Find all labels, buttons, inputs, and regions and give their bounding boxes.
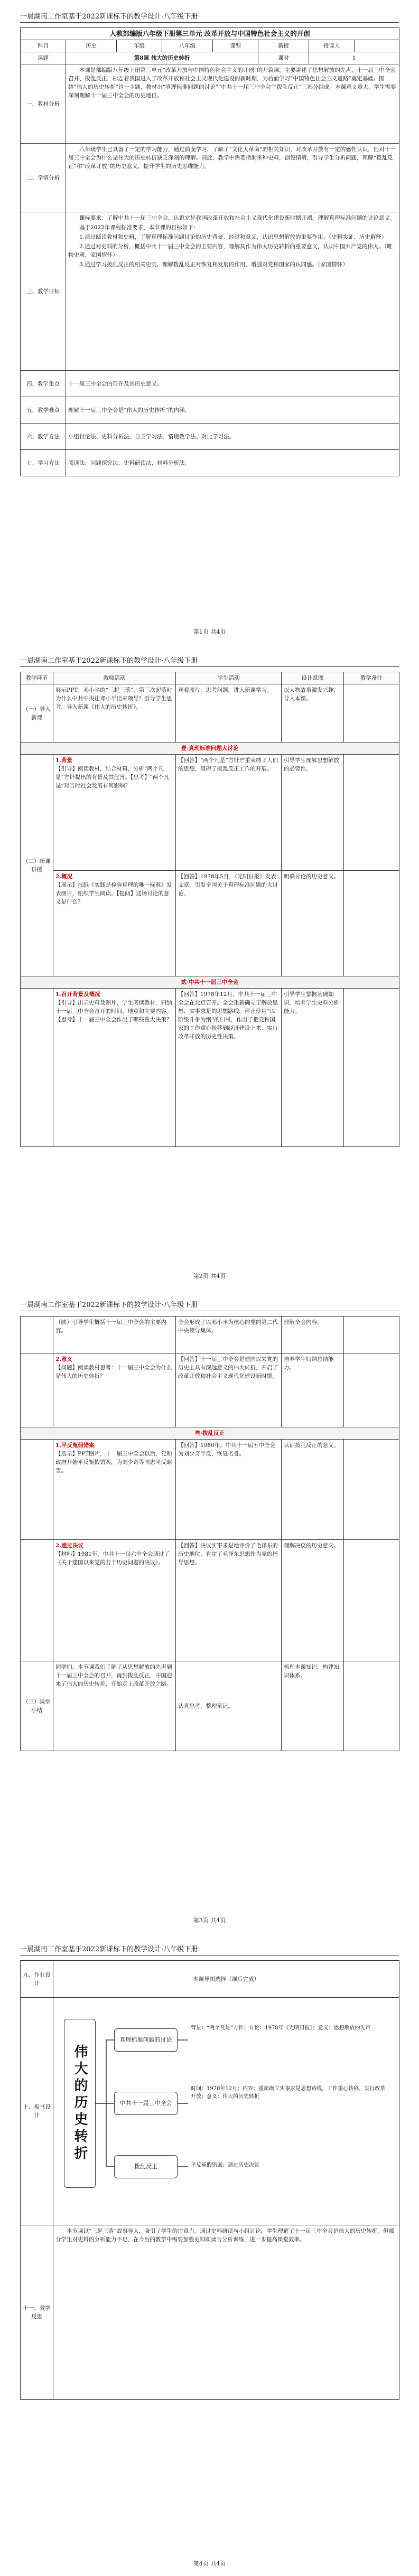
student-activity: 【回答】十一届三中全会是建国以来党的历史上具有深远意义的伟大转折，开启了改革开放和社会主义现代化建设新时期。: [176, 1353, 282, 1427]
teacher-activity: 展示PPT：邓小平的“三起三落”，第三次起落时为什么中共中央让邓小平出来领导？引导学生思考，导入新课《伟大的历史转折》。: [53, 684, 176, 742]
remark-cell: [344, 1540, 399, 1661]
key-text: 十一届三中全会的召开及其历史意义。: [66, 371, 399, 397]
info-label: 年级: [117, 40, 162, 52]
remark-cell: [344, 684, 399, 742]
section-label: 十、板书设计: [21, 1998, 53, 2225]
design-intent: 引导学生掌握基础知识，培养学生史料分析能力。: [282, 989, 344, 1147]
info-value: 新授: [258, 40, 309, 52]
page-4: [0, 1933, 419, 2576]
design-intent: 认识拨乱反正的意义。: [282, 1440, 344, 1540]
remark-cell: [344, 871, 399, 976]
board-note: 背景：“两个凡是”方针；讨论：1978年《光明日报》；意义：思想解放的先声: [191, 2025, 371, 2031]
student-activity: 全会形成了以邓小平为核心的党的第二代中央领导集体。: [176, 1317, 282, 1353]
stage-label: （二）新课讲授: [21, 755, 53, 976]
board-item: 真理标准问题的讨论: [114, 2028, 178, 2052]
teacher-activity: 【展示】PPT图片，十一届三中全会以后，党和政府开始平反冤假错案，为刘少奇等同志平反昭雪。: [55, 1451, 172, 1474]
stage-label-empty: [21, 989, 53, 1147]
board-item: 中共十一届三中全会: [114, 2092, 178, 2115]
info-value: 历史: [66, 40, 117, 52]
board-note: 时间：1978年12月；内容：重新确立实事求是思想路线，工作重心转移，实行改革开放；意义：伟大的历史转折: [191, 2086, 386, 2100]
block-title: 2.意义: [55, 1356, 72, 1362]
lesson-name: 第8课 伟大的历史转折: [66, 52, 258, 64]
remark-cell: [344, 1353, 399, 1427]
student-activity: 【回答】“两个凡是”方针严重束缚了人们的思想，阻碍了拨乱反正工作的开展。: [176, 755, 282, 871]
design-intent: 明确讨论的历史意义。: [282, 871, 344, 976]
page-3: [0, 1289, 419, 1933]
lesson-period: 1: [309, 52, 399, 64]
stage-label-empty: [21, 1353, 53, 1427]
info-label: 科目: [21, 40, 66, 52]
block-title: 2.通过决议: [55, 1543, 83, 1549]
col-head: 学生活动: [176, 672, 282, 684]
page-header: 一晨湖南工作室基于2022新课标下的教学设计·八年级下册: [20, 1299, 399, 1311]
design-intent: 梳理本课知识，构建知识体系。: [282, 1661, 344, 1751]
student-activity: 【回答】1978年12月，中共十一届三中全会在北京召开。全会重新确立了解放思想、实事求是的思想路线，停止使用“以阶级斗争为纲”的口号，作出了把党和国家的工作重心转移到经济建设上来、实行改革开放的历史性决策。: [176, 989, 282, 1147]
teacher-activity: （续）引导学生概括十一届三中全会的主要内容。: [53, 1317, 176, 1353]
reflect-text: 本节课以“三起三落”故事导入，吸引了学生的注意力。通过史料研读与小组讨论，学生理解了十一届三中全会是伟大的历史转折。但部分学生对史料的分析能力不足，在今后的教学中需要加强史料阅读与分析训练，进一步提高课堂效率。: [55, 2228, 394, 2243]
remark-cell: [344, 989, 399, 1147]
section-label: 一、教材分析: [21, 64, 66, 144]
section-heading: 贰·中共十一届三中全会: [21, 976, 399, 989]
col-head: 教学备注: [344, 672, 399, 684]
student-text: 八年级学生已具备了一定的学习能力，通过前面学习，了解了“文化大革命”的相关知识，对改革开放有一定的感性认识，但对十一届三中全会为什么是伟大的历史转折缺乏深刻的理解。因此，教学中需要借助多种史料，创设情境，引导学生分析问题，理解“拨乱反正”和“改革开放”的历史意义，提升学生的历史思维能力。: [68, 146, 396, 170]
stage-label: （三）课堂小结: [21, 1661, 53, 1751]
section-label: 十一、教学反思: [21, 2225, 53, 2400]
teacher-activity: 同学们，本节课我们了解了从思想解放的先声到十一届三中全会的召开，再到拨乱反正，中国迎来了伟大的历史转折，开始走上改革开放之路。: [53, 1661, 176, 1751]
info-label: 授课人: [309, 40, 355, 52]
page-footer: 第2页 共4页: [193, 1273, 226, 1280]
col-head: 教学环节: [21, 672, 53, 684]
goal-item: 2.通过对史料的分析，概括中共十一届三中全会的主要内容，理解其作为伟大历史转折的重要意义，认识中国共产党的伟大。（唯物史观、家国情怀）: [68, 243, 393, 258]
page-header: 一晨湖南工作室基于2022新课标下的教学设计·八年级下册: [20, 1943, 399, 1955]
design-table: [20, 1960, 399, 2400]
teacher-activity: 【材料】1981年，中共十一届六中全会通过了《关于建国以来党的若干历史问题的决议》。: [55, 1551, 170, 1566]
col-head: 设计意图: [282, 672, 344, 684]
goal-sub: 基于2022年课程标准要求，本节课的目标如下：: [79, 224, 199, 231]
board-title: 伟大的历史转折: [64, 2019, 96, 2188]
teaching-process-table-cont: [20, 1316, 399, 1751]
teacher-activity: 【问题】阅读教材思考：十一届三中全会为什么是伟大的历史转折？: [55, 1365, 172, 1379]
section-label: 五、教学难点: [21, 397, 66, 424]
learn-text: 阅读法、问题探究法、史料研读法、材料分析法。: [66, 450, 399, 476]
analysis-text: 本课是部编版八年级下册第三单元“改革开放与中国特色社会主义的开创”的开篇课，主要讲述了思想解放的先声、十一届三中全会召开、拨乱反正，标志着我国进入了改革开放和社会主义现代化建设的新时期，为后面学习“中国特色社会主义道路”奠定基础。围绕“伟大的历史转折”这一主题，教材由“真理标准问题的讨论”“中共十一届三中全会”“拨乱反正”三部分组成。本课意义重大，学生需要深刻理解十一届三中全会的历史地位。: [68, 67, 396, 99]
info-value-empty: [355, 40, 399, 52]
section-label: 三、教学目标: [21, 212, 66, 371]
teaching-process-table: [20, 672, 399, 1147]
section-label: 七、学习方法: [21, 450, 66, 476]
block-title: 1.背景: [55, 757, 72, 764]
student-activity: 【回答】1980年，中共十一届五中全会为刘少奇平反，恢复名誉。: [176, 1440, 282, 1540]
page-footer: 第4页 共4页: [193, 2560, 226, 2567]
goal-item: 3.通过学习拨乱反正的相关史实，理解拨乱反正对恢复和发展的作用，增强对党和国家的认同感。（家国情怀）: [79, 261, 348, 268]
lesson-title: 人教部编版八年级下册第三单元 改革开放与中国特色社会主义的开创: [21, 28, 399, 40]
section-heading: 壹·真理标准问题大讨论: [21, 742, 399, 755]
block-title: 2.概况: [55, 873, 72, 880]
block-title: 1.召开背景及概况: [55, 991, 100, 998]
method-text: 小组讨论法、史料分析法、自主学习法、情境教学法、对比学习法。: [66, 424, 399, 450]
goal-item: 1.通过阅读教材和史料，了解真理标准问题讨论的历史背景、经过和意义，认识思想解放的重要作用。（史料实证、历史解释）: [79, 234, 387, 240]
board-note: 平反冤假错案；通过历史决议: [191, 2163, 259, 2168]
remark-cell: [344, 1661, 399, 1751]
section-label: 二、学情分析: [21, 144, 66, 212]
stage-label: （一）导入新课: [21, 684, 53, 742]
page-header: 一晨湖南工作室基于2022新课标下的教学设计·八年级下册: [20, 655, 399, 667]
stage-label-empty: [21, 1540, 53, 1661]
student-activity: 【回答】决议实事求是地评价了毛泽东的历史地位，肯定了毛泽东思想作为党的指导思想。: [176, 1540, 282, 1661]
page-1: [0, 0, 419, 644]
teacher-activity: 【引导】阅读教材，结合材料，分析“两个凡是”方针提出的背景及其危害。【思考】“两个凡是”对当时社会发展有何影响？: [55, 766, 170, 789]
page-2: [0, 644, 419, 1289]
design-intent: 理解决议的历史意义。: [282, 1540, 344, 1661]
student-activity: 认真思考，整理笔记。: [176, 1661, 282, 1751]
section-heading: 叁·拨乱反正: [21, 1427, 399, 1440]
section-label: 九、作业设计: [21, 1961, 53, 1998]
lesson-info-table: [20, 27, 399, 476]
remark-cell: [344, 1440, 399, 1540]
page-footer: 第1页 共4页: [193, 628, 226, 635]
remark-cell: [344, 1317, 399, 1353]
remark-cell: [344, 755, 399, 871]
diff-text: 理解十一届三中全会是“伟大的历史转折”的内涵。: [66, 397, 399, 424]
page-header: 一晨湖南工作室基于2022新课标下的教学设计·八年级下册: [20, 11, 399, 23]
teacher-activity: 【展示】报纸《实践是检验真理的唯一标准》发表图片，组织学生阅读。【提问】这场讨论的意义是什么？: [55, 882, 172, 905]
board-cell: [53, 1998, 399, 2225]
design-intent: 引导学生理解思想解放的必要性。: [282, 755, 344, 871]
row-label: 课时: [258, 52, 309, 64]
section-label: 四、教学重点: [21, 371, 66, 397]
student-activity: 【回答】1978年5月，《光明日报》发表文章，引发全国关于真理标准问题的大讨论。: [176, 871, 282, 976]
design-intent: 培养学生归纳总结能力。: [282, 1353, 344, 1427]
info-value: 八年级: [162, 40, 213, 52]
col-head: 教师活动: [53, 672, 176, 684]
stage-label-empty: [21, 1440, 53, 1540]
page-footer: 第3页 共4页: [193, 1917, 226, 1924]
mind-map: [53, 1998, 399, 2225]
info-label: 课型: [213, 40, 258, 52]
row-label: 课题: [21, 52, 66, 64]
stage-label-empty: [21, 1317, 53, 1353]
block-title: 1.平反冤假错案: [55, 1442, 95, 1449]
design-intent: 理解全会内容。: [282, 1317, 344, 1353]
section-label: 六、教学方法: [21, 424, 66, 450]
homework-text: 本课导图选择（课后完成）: [53, 1961, 399, 1998]
teacher-activity: 【引导】出示史料及图片，学生阅读教材，归纳十一届三中全会召开的时间、地点和主要内容。【思考】十一届三中全会作出了哪些重大决策？: [55, 1000, 172, 1023]
design-intent: 以人物故事激发兴趣，导入本课。: [282, 684, 344, 742]
student-activity: 观看图片，思考问题，进入新课学习。: [176, 684, 282, 742]
goal-intro: 课标要求：了解中共十一届三中全会，认识它是我国改革开放和社会主义现代化建设新时期开端。理解真理标准问题的讨论意义。: [79, 215, 396, 221]
board-item: 拨乱反正: [114, 2155, 178, 2178]
